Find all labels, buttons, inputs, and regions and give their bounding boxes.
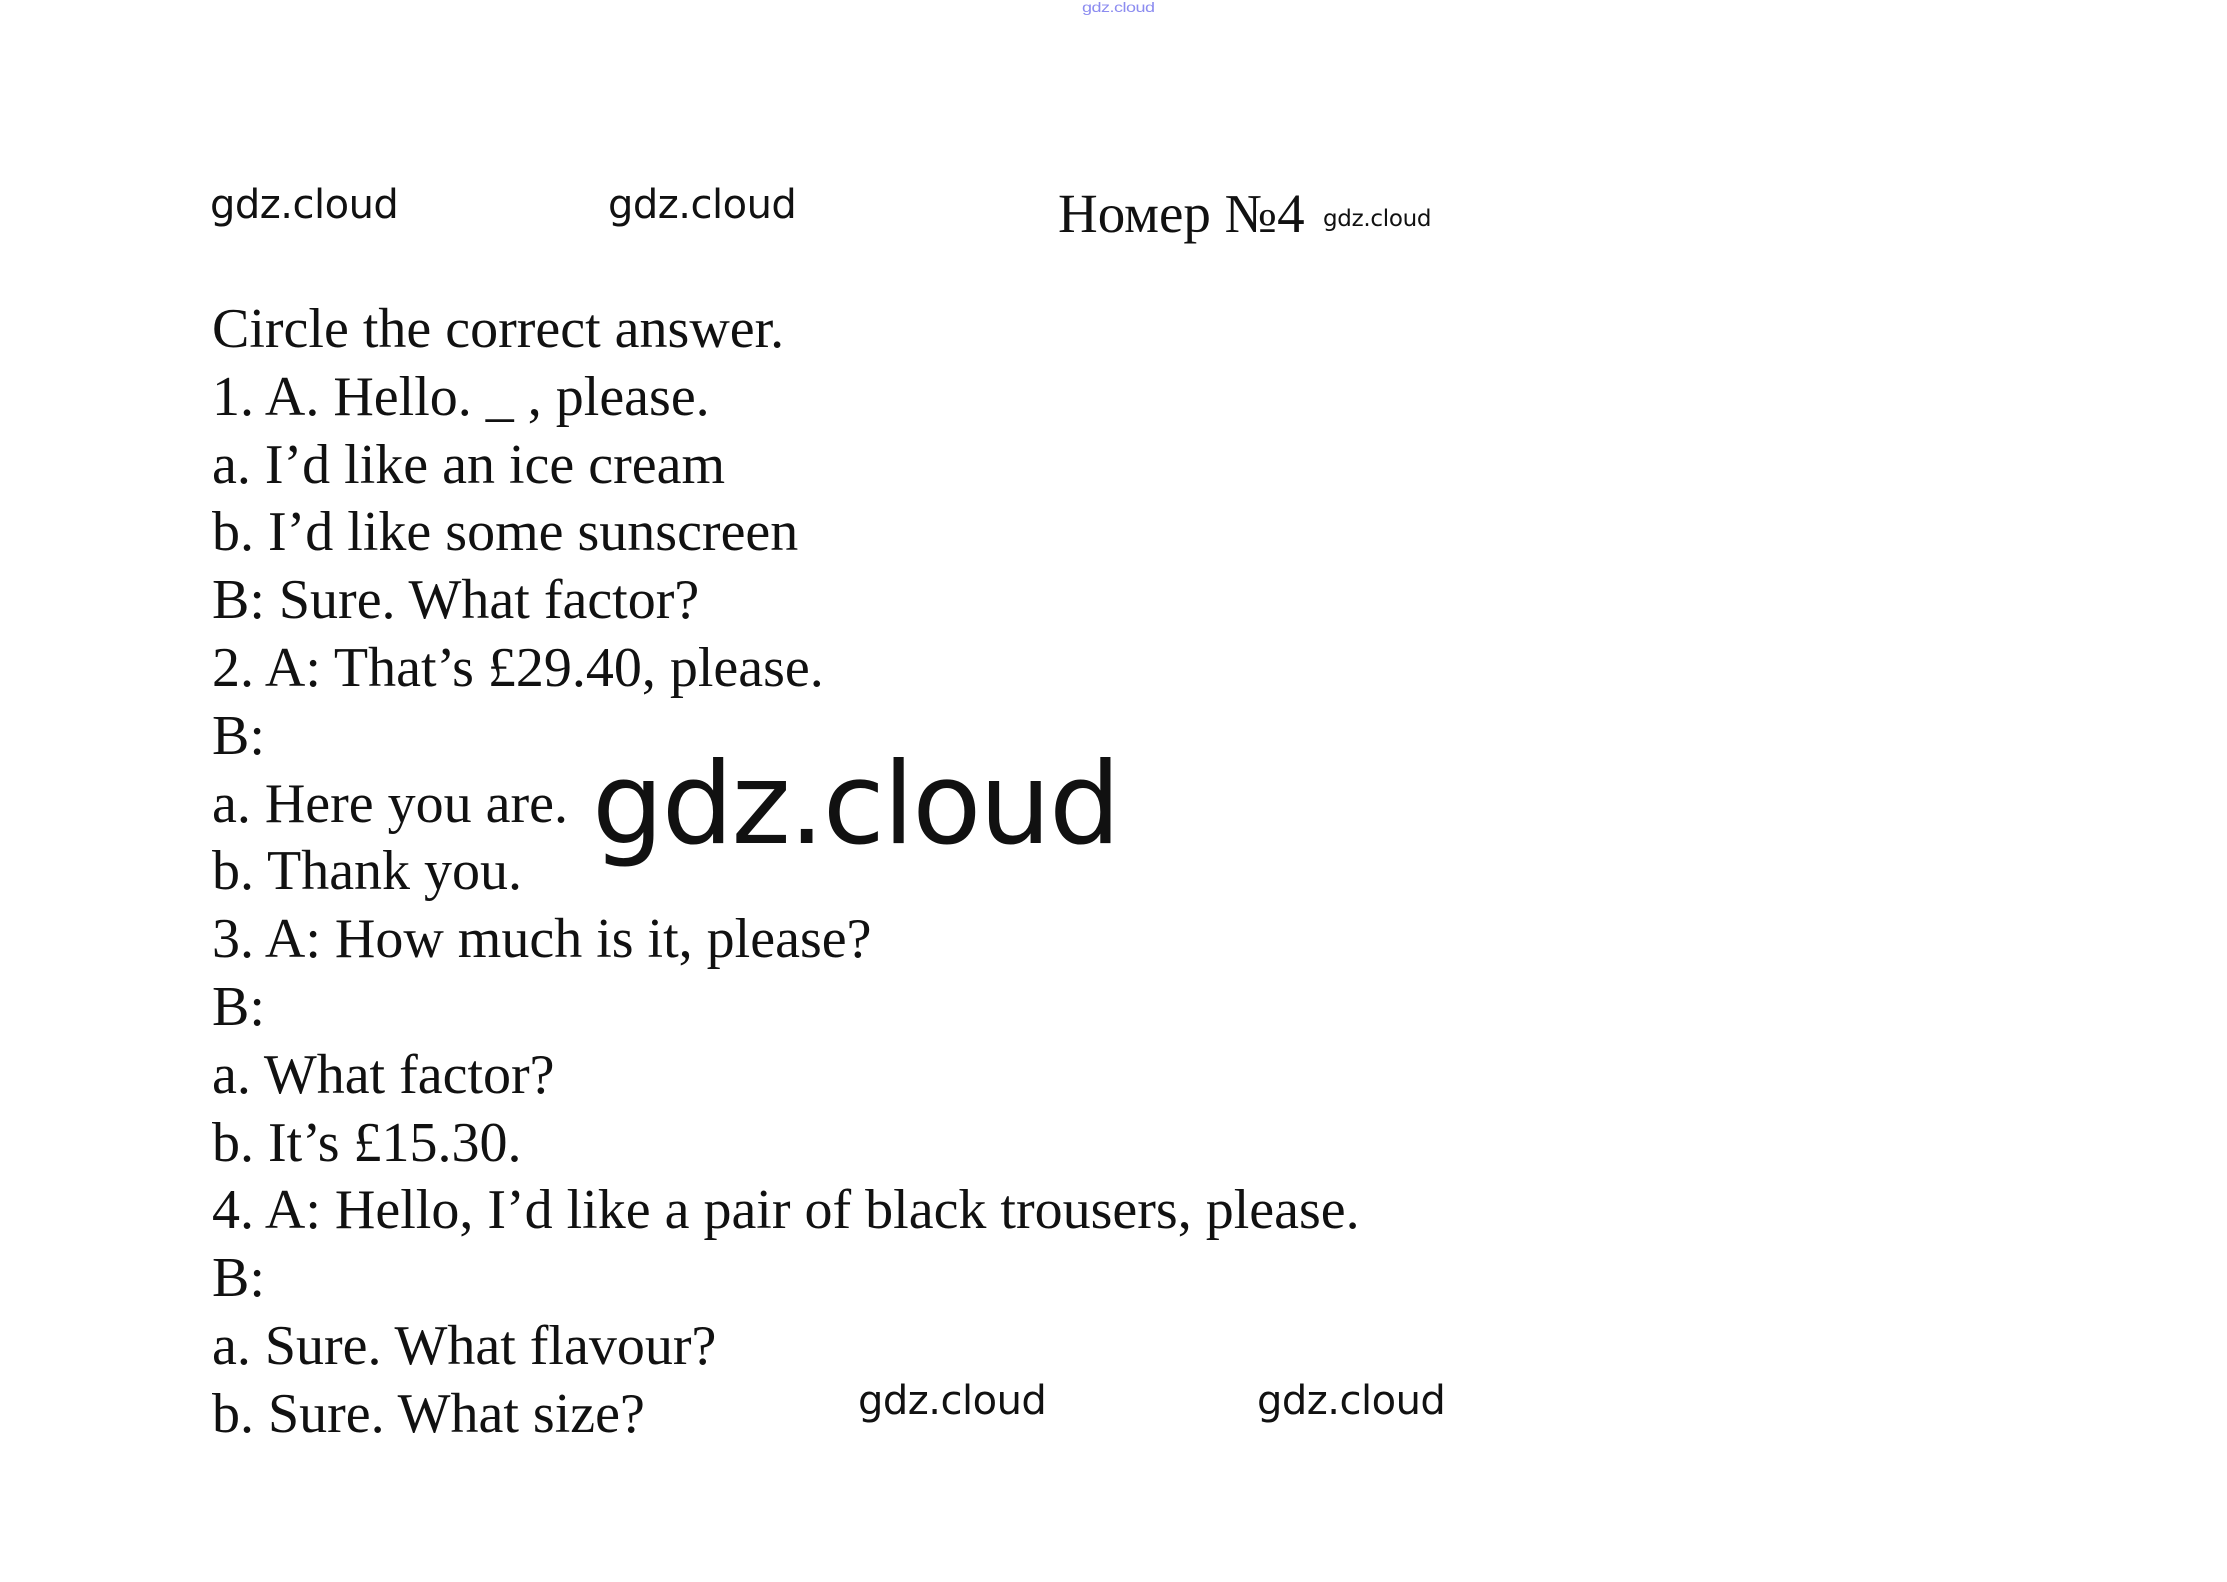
question-line: 3. A: How much is it, please?	[212, 908, 872, 971]
watermark-bottom-center: gdz.cloud	[858, 1378, 1047, 1424]
instruction-line: Circle the correct answer.	[212, 298, 785, 360]
question-line: 1. A. Hello. _ , please.	[212, 365, 710, 428]
option-line: a. I’d like an ice cream	[212, 433, 726, 496]
option-line: b. Sure. What size?	[212, 1382, 645, 1445]
watermark-top: gdz.cloud	[1082, 0, 1155, 15]
option-line: b. Thank you.	[212, 840, 523, 903]
watermark-center-large: gdz.cloud	[592, 738, 1119, 870]
answer-line: B: Sure. What factor?	[212, 569, 700, 632]
watermark-title-suffix: gdz.cloud	[1323, 206, 1432, 232]
watermark-top-center: gdz.cloud	[608, 182, 797, 228]
answer-line: B:	[212, 704, 265, 767]
option-line: b. I’d like some sunscreen	[212, 501, 799, 564]
answer-line: B:	[212, 1247, 265, 1310]
exercise-lines	[212, 296, 1360, 1449]
watermark-bottom-right: gdz.cloud	[1257, 1378, 1446, 1424]
watermark-top-left: gdz.cloud	[210, 182, 399, 228]
question-line: 2. A: That’s £29.40, please.	[212, 636, 824, 699]
answer-line: B:	[212, 975, 265, 1038]
option-line: b. It’s £15.30.	[212, 1111, 522, 1174]
option-line: a. What factor?	[212, 1043, 555, 1106]
option-line: a. Here you are.	[212, 772, 569, 835]
question-line: 4. A: Hello, I’d like a pair of black trousers, please.	[212, 1179, 1360, 1242]
option-line: a. Sure. What flavour?	[212, 1314, 717, 1377]
page-title: Номер №4	[1058, 183, 1305, 244]
